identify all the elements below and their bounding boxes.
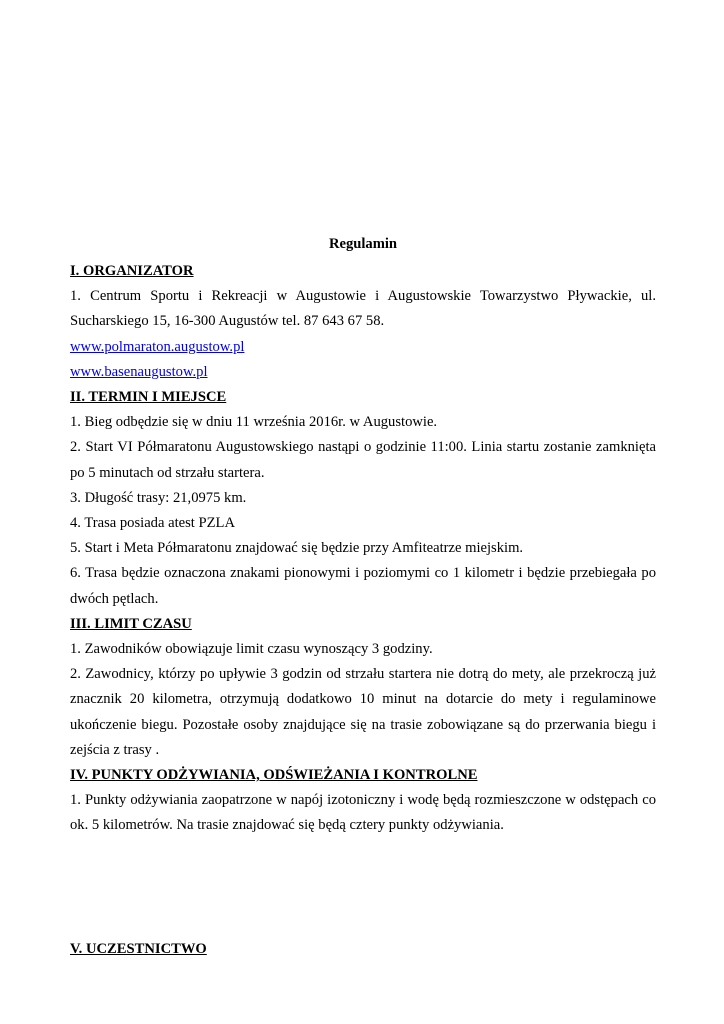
- document-body: [70, 259, 656, 839]
- link-basen[interactable]: www.basenaugustow.pl: [70, 363, 208, 380]
- section-heading-participation: V. UCZESTNICTWO: [70, 941, 207, 957]
- term-paragraph-3: 3. Długość trasy: 21,0975 km.: [70, 489, 247, 506]
- term-paragraph-1: 1. Bieg odbędzie się w dniu 11 września 2016r. w Augustowie.: [70, 414, 438, 431]
- term-paragraph-5: 5. Start i Meta Półmaratonu znajdować się będzie przy Amfiteatrze miejskim.: [70, 540, 524, 557]
- organizer-paragraph-1: 1. Centrum Sportu i Rekreacji w Augustowie i Augustowskie Towarzystwo Pływackie, ul. Sucharskiego 15, 16-300 Augustów tel. 87 643 67 58.: [70, 288, 656, 330]
- points-paragraph-1: 1. Punkty odżywiania zaopatrzone w napój izotoniczny i wodę będą rozmieszczone w odstępach co ok. 5 kilometrów. Na trasie znajdować się będą cztery punkty odżywiania.: [70, 792, 656, 834]
- document-page: [70, 0, 656, 1024]
- term-paragraph-4: 4. Trasa posiada atest PZLA: [70, 515, 235, 532]
- term-paragraph-2: 2. Start VI Półmaratonu Augustowskiego nastąpi o godzinie 11:00. Linia startu zostanie zamknięta po 5 minutach od strzału startera.: [70, 439, 656, 481]
- section-heading-limit: III. LIMIT CZASU: [70, 615, 192, 632]
- limit-paragraph-1: 1. Zawodników obowiązuje limit czasu wynoszący 3 godziny.: [70, 641, 433, 658]
- document-title: Regulamin: [328, 236, 398, 252]
- section-heading-organizer: I. ORGANIZATOR: [70, 263, 194, 279]
- term-paragraph-6: 6. Trasa będzie oznaczona znakami pionowymi i poziomymi co 1 kilometr i będzie przebiegała po dwóch pętlach.: [70, 565, 656, 607]
- link-polmaraton[interactable]: www.polmaraton.augustow.pl: [70, 338, 245, 355]
- section-heading-points: IV. PUNKTY ODŻYWIANIA, ODŚWIEŻANIA I KONTROLNE: [70, 767, 478, 784]
- section-heading-term: II. TERMIN I MIEJSCE: [70, 389, 227, 406]
- limit-paragraph-2: 2. Zawodnicy, którzy po upływie 3 godzin od strzału startera nie dotrą do mety, ale przekroczą już znacznik 20 kilometra, otrzymują dodatkowo 10 minut na dotarcie do mety i regulaminowe ukończenie biegu. Pozostałe osoby znajdujące się na trasie zobowiązane są do przerwania biegu i zejścia z trasy .: [70, 666, 656, 758]
